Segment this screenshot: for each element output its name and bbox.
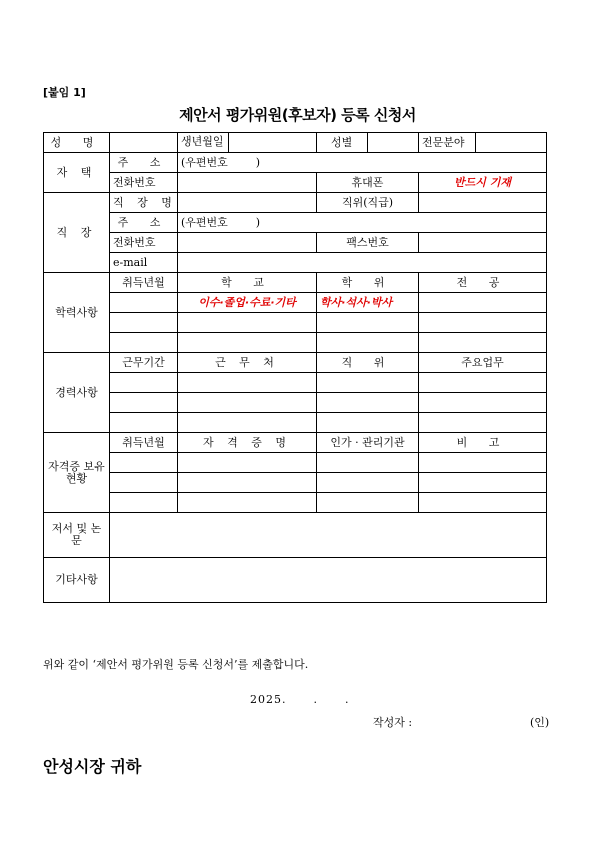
email-label: e-mail bbox=[110, 253, 178, 273]
license-authority-cell[interactable] bbox=[317, 453, 419, 473]
career-position-cell[interactable] bbox=[317, 393, 419, 413]
career-section-label: 경력사항 bbox=[44, 353, 110, 433]
career-workplace-cell[interactable] bbox=[178, 393, 317, 413]
license-header-name: 자 격 증 명 bbox=[178, 433, 317, 453]
position-field[interactable] bbox=[419, 193, 547, 213]
education-degree-cell[interactable] bbox=[317, 313, 419, 333]
mobile-required-note: 반드시 기재 bbox=[419, 173, 547, 193]
career-duties-cell[interactable] bbox=[419, 413, 547, 433]
career-period-cell[interactable] bbox=[110, 413, 178, 433]
education-major-cell[interactable] bbox=[419, 313, 547, 333]
career-workplace-cell[interactable] bbox=[178, 413, 317, 433]
work-address-label: 주 소 bbox=[110, 213, 178, 233]
education-date-cell[interactable] bbox=[110, 293, 178, 313]
license-header-authority: 인가 · 관리기관 bbox=[317, 433, 419, 453]
license-row bbox=[44, 493, 547, 513]
birth-cell bbox=[178, 133, 317, 153]
mobile-label: 휴대폰 bbox=[317, 173, 419, 193]
education-major-cell[interactable] bbox=[419, 293, 547, 313]
submission-date[interactable]: 2025. . . bbox=[250, 693, 350, 706]
career-position-cell[interactable] bbox=[317, 413, 419, 433]
license-remarks-cell[interactable] bbox=[419, 473, 547, 493]
home-phone-label: 전화번호 bbox=[110, 173, 178, 193]
career-period-cell[interactable] bbox=[110, 393, 178, 413]
publications-field[interactable] bbox=[110, 513, 547, 558]
license-row bbox=[44, 473, 547, 493]
work-section-label: 직 장 bbox=[44, 193, 110, 273]
work-phone-field[interactable] bbox=[178, 233, 317, 253]
license-date-cell[interactable] bbox=[110, 453, 178, 473]
company-label: 직 장 명 bbox=[110, 193, 178, 213]
work-address-field[interactable]: (우편번호 ) bbox=[178, 213, 547, 233]
seal-label: (인) bbox=[530, 716, 550, 729]
field-value[interactable] bbox=[476, 133, 547, 153]
license-name-cell[interactable] bbox=[178, 453, 317, 473]
license-header-remarks: 비 고 bbox=[419, 433, 547, 453]
license-date-cell[interactable] bbox=[110, 473, 178, 493]
personal-row bbox=[44, 133, 547, 153]
education-major-cell[interactable] bbox=[419, 333, 547, 353]
education-header-date: 취득년월 bbox=[110, 273, 178, 293]
education-school-cell[interactable] bbox=[178, 313, 317, 333]
career-duties-cell[interactable] bbox=[419, 373, 547, 393]
career-row bbox=[44, 393, 547, 413]
birth-field[interactable] bbox=[229, 133, 316, 152]
career-period-cell[interactable] bbox=[110, 373, 178, 393]
submission-statement: 위와 같이 ‘제안서 평가위원 등록 신청서’를 제출합니다. bbox=[43, 658, 309, 671]
license-row bbox=[44, 453, 547, 473]
field-label: 전문분야 bbox=[419, 133, 476, 153]
career-header-duties: 주요업무 bbox=[419, 353, 547, 373]
fax-label: 팩스번호 bbox=[317, 233, 419, 253]
name-field[interactable] bbox=[110, 133, 178, 153]
education-header-degree: 학 위 bbox=[317, 273, 419, 293]
career-header-workplace: 근 무 처 bbox=[178, 353, 317, 373]
license-remarks-cell[interactable] bbox=[419, 493, 547, 513]
education-degree-cell[interactable] bbox=[317, 333, 419, 353]
career-row bbox=[44, 373, 547, 393]
education-section-label: 학력사항 bbox=[44, 273, 110, 353]
registration-form-table bbox=[43, 132, 547, 603]
license-header-date: 취득년월 bbox=[110, 433, 178, 453]
career-header-period: 근무기간 bbox=[110, 353, 178, 373]
education-row bbox=[44, 293, 547, 313]
license-date-cell[interactable] bbox=[110, 493, 178, 513]
education-header-major: 전 공 bbox=[419, 273, 547, 293]
education-row bbox=[44, 333, 547, 353]
license-name-cell[interactable] bbox=[178, 493, 317, 513]
education-school-cell[interactable] bbox=[178, 333, 317, 353]
publications-label: 저서 및 논문 bbox=[44, 513, 110, 558]
gender-field[interactable] bbox=[368, 133, 419, 153]
school-status-note: 이수·졸업·수료·기타 bbox=[178, 293, 317, 313]
writer-label: 작성자 : bbox=[373, 716, 413, 729]
work-phone-label: 전화번호 bbox=[110, 233, 178, 253]
others-field[interactable] bbox=[110, 558, 547, 603]
education-date-cell[interactable] bbox=[110, 313, 178, 333]
birth-label: 생년월일 bbox=[178, 133, 229, 152]
career-workplace-cell[interactable] bbox=[178, 373, 317, 393]
addressee: 안성시장 귀하 bbox=[43, 757, 142, 776]
license-remarks-cell[interactable] bbox=[419, 453, 547, 473]
email-field[interactable] bbox=[178, 253, 547, 273]
license-section-label: 자격증 보유현황 bbox=[44, 433, 110, 513]
home-address-field[interactable]: (우편번호 ) bbox=[178, 153, 547, 173]
others-label: 기타사항 bbox=[44, 558, 110, 603]
license-authority-cell[interactable] bbox=[317, 493, 419, 513]
license-name-cell[interactable] bbox=[178, 473, 317, 493]
career-duties-cell[interactable] bbox=[419, 393, 547, 413]
gender-label: 성별 bbox=[317, 133, 368, 153]
name-label: 성 명 bbox=[44, 133, 110, 153]
degree-note: 학사·석사·박사 bbox=[317, 293, 419, 313]
career-header-position: 직 위 bbox=[317, 353, 419, 373]
attachment-label: [붙임 1] bbox=[43, 86, 86, 99]
fax-field[interactable] bbox=[419, 233, 547, 253]
education-date-cell[interactable] bbox=[110, 333, 178, 353]
career-position-cell[interactable] bbox=[317, 373, 419, 393]
home-address-label: 주 소 bbox=[110, 153, 178, 173]
home-section-label: 자 택 bbox=[44, 153, 110, 193]
education-header-school: 학 교 bbox=[178, 273, 317, 293]
home-phone-field[interactable] bbox=[178, 173, 317, 193]
position-label: 직위(직급) bbox=[317, 193, 419, 213]
license-authority-cell[interactable] bbox=[317, 473, 419, 493]
career-row bbox=[44, 413, 547, 433]
company-field[interactable] bbox=[178, 193, 317, 213]
form-title: 제안서 평가위원(후보자) 등록 신청서 bbox=[179, 106, 416, 124]
education-row bbox=[44, 313, 547, 333]
